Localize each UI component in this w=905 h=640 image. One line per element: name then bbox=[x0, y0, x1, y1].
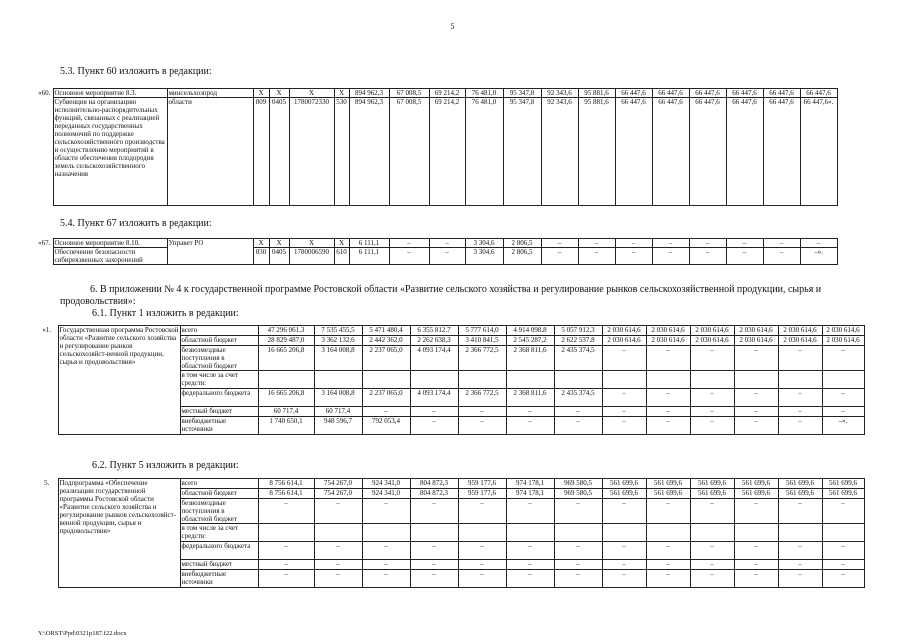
value-cell bbox=[506, 524, 554, 542]
value-cell bbox=[646, 524, 690, 542]
table-point-60 bbox=[36, 88, 874, 206]
value-cell: 2 806,5 bbox=[503, 248, 541, 265]
value-cell: – bbox=[763, 239, 800, 248]
value-cell: – bbox=[410, 417, 458, 435]
value-cell: – bbox=[554, 542, 602, 560]
value-cell: 5 471 480,4 bbox=[362, 326, 410, 336]
value-cell: – bbox=[314, 570, 362, 588]
value-cell: 66 447,6». bbox=[800, 98, 837, 206]
funding-source: всего bbox=[180, 479, 258, 489]
value-cell: – bbox=[258, 499, 314, 524]
value-cell: 561 699,6 bbox=[822, 489, 864, 499]
value-cell bbox=[410, 524, 458, 542]
value-cell bbox=[362, 524, 410, 542]
value-cell: 2 030 614,6 bbox=[734, 336, 778, 346]
value-cell bbox=[506, 371, 554, 389]
value-cell: 7 535 455,5 bbox=[314, 326, 362, 336]
value-cell: 67 008,5 bbox=[389, 98, 429, 206]
value-cell: – bbox=[690, 417, 734, 435]
value-cell: 561 699,6 bbox=[602, 489, 646, 499]
row-number: «67. bbox=[36, 239, 53, 265]
value-cell: – bbox=[822, 389, 864, 407]
value-cell: 969 580,5 bbox=[554, 479, 602, 489]
value-cell: – bbox=[646, 542, 690, 560]
value-cell: – bbox=[410, 560, 458, 570]
measure-title: Основное мероприятие 8.3. bbox=[53, 89, 167, 98]
value-cell bbox=[778, 371, 822, 389]
value-cell bbox=[778, 524, 822, 542]
value-cell bbox=[734, 371, 778, 389]
value-cell bbox=[258, 371, 314, 389]
value-cell: X bbox=[269, 89, 289, 98]
table-point-67 bbox=[36, 238, 874, 265]
value-cell: – bbox=[578, 248, 615, 265]
value-cell: – bbox=[458, 542, 506, 560]
value-cell: 4 914 098,8 bbox=[506, 326, 554, 336]
value-cell: – bbox=[778, 560, 822, 570]
value-cell: – bbox=[410, 542, 458, 560]
value-cell: – bbox=[726, 248, 763, 265]
value-cell: 2 030 614,6 bbox=[602, 336, 646, 346]
value-cell: – bbox=[506, 560, 554, 570]
value-cell: – bbox=[389, 239, 429, 248]
value-cell bbox=[458, 371, 506, 389]
value-cell: 1 740 650,1 bbox=[258, 417, 314, 435]
program-title: Подпрограмма «Обеспечение реализации государственной программы Ростовской области «Развитие сельского хозяйства и регулирование рынков сельскохозяйст-венной продукции, сырья и продовольствия» bbox=[58, 479, 180, 588]
value-cell: 1780072330 bbox=[289, 98, 334, 206]
value-cell bbox=[602, 371, 646, 389]
row-number: «1. bbox=[36, 326, 58, 435]
value-cell: 924 341,0 bbox=[362, 489, 410, 499]
value-cell: – bbox=[646, 346, 690, 371]
value-cell bbox=[554, 524, 602, 542]
value-cell: – bbox=[734, 417, 778, 435]
value-cell: – bbox=[554, 560, 602, 570]
value-cell: 76 481,0 bbox=[465, 89, 503, 98]
value-cell: 2 806,5 bbox=[503, 239, 541, 248]
value-cell: – bbox=[734, 542, 778, 560]
value-cell: – bbox=[646, 417, 690, 435]
value-cell: 69 214,2 bbox=[429, 98, 465, 206]
value-cell: 16 665 206,8 bbox=[258, 389, 314, 407]
value-cell: – bbox=[362, 542, 410, 560]
value-cell: 3 410 841,5 bbox=[458, 336, 506, 346]
value-cell: – bbox=[734, 560, 778, 570]
executor: минсельхозпрод bbox=[167, 89, 253, 98]
value-cell: 66 447,6 bbox=[689, 89, 726, 98]
value-cell: 3 304,6 bbox=[465, 239, 503, 248]
value-cell: – bbox=[389, 248, 429, 265]
value-cell: – bbox=[778, 389, 822, 407]
value-cell: – bbox=[778, 417, 822, 435]
value-cell: X bbox=[253, 239, 269, 248]
value-cell: 2 435 374,5 bbox=[554, 389, 602, 407]
value-cell: 2 442 362,0 bbox=[362, 336, 410, 346]
value-cell: – bbox=[541, 239, 578, 248]
table-row bbox=[36, 89, 874, 98]
page-number: 5 bbox=[450, 22, 455, 31]
value-cell: 6 355 812,7 bbox=[410, 326, 458, 336]
value-cell: 561 699,6 bbox=[690, 489, 734, 499]
value-cell: – bbox=[822, 542, 864, 560]
funding-source: внебюджетные источники bbox=[180, 417, 258, 435]
value-cell: – bbox=[554, 407, 602, 417]
value-cell: – bbox=[314, 560, 362, 570]
value-cell: – bbox=[458, 407, 506, 417]
value-cell: 974 178,1 bbox=[506, 489, 554, 499]
value-cell bbox=[258, 524, 314, 542]
funding-source: всего bbox=[180, 326, 258, 336]
value-cell: – bbox=[689, 248, 726, 265]
value-cell: – bbox=[800, 239, 837, 248]
value-cell: – bbox=[458, 570, 506, 588]
value-cell: 95 347,8 bbox=[503, 98, 541, 206]
value-cell: 2 030 614,6 bbox=[822, 326, 864, 336]
value-cell: – bbox=[602, 570, 646, 588]
funding-source: местный бюджет bbox=[180, 560, 258, 570]
funding-source: в том числе за счет средств: bbox=[180, 524, 258, 542]
value-cell: 76 481,0 bbox=[465, 98, 503, 206]
value-cell bbox=[314, 371, 362, 389]
value-cell: – bbox=[458, 417, 506, 435]
value-cell: 66 447,6 bbox=[689, 98, 726, 206]
value-cell: – bbox=[362, 407, 410, 417]
value-cell: – bbox=[646, 560, 690, 570]
value-cell: – bbox=[410, 570, 458, 588]
value-cell: –». bbox=[822, 417, 864, 435]
value-cell: 66 447,6 bbox=[652, 89, 689, 98]
value-cell: 16 665 206,8 bbox=[258, 346, 314, 371]
value-cell: 561 699,6 bbox=[602, 479, 646, 489]
value-cell: – bbox=[646, 407, 690, 417]
value-cell: X bbox=[289, 239, 334, 248]
value-cell: – bbox=[362, 499, 410, 524]
table-row bbox=[36, 248, 874, 265]
value-cell bbox=[690, 524, 734, 542]
value-cell: – bbox=[726, 239, 763, 248]
funding-source: областной бюджет bbox=[180, 336, 258, 346]
value-cell: 561 699,6 bbox=[690, 479, 734, 489]
value-cell: X bbox=[334, 89, 349, 98]
value-cell: 804 872,3 bbox=[410, 489, 458, 499]
value-cell: 69 214,2 bbox=[429, 89, 465, 98]
value-cell: 2 262 638,3 bbox=[410, 336, 458, 346]
funding-source: внебюджетные источники bbox=[180, 570, 258, 588]
value-cell: 948 596,7 bbox=[314, 417, 362, 435]
value-cell: – bbox=[734, 389, 778, 407]
value-cell: 561 699,6 bbox=[734, 479, 778, 489]
value-cell: – bbox=[778, 570, 822, 588]
program-title: Государственная программа Ростовской области «Развитие сельского хозяйства и регулирование рынков сельскохозяйст-венной продукции, сырья и продовольствия» bbox=[58, 326, 180, 435]
value-cell: – bbox=[602, 389, 646, 407]
value-cell: – bbox=[690, 560, 734, 570]
value-cell bbox=[646, 371, 690, 389]
value-cell: X bbox=[269, 239, 289, 248]
value-cell: 2 030 614,6 bbox=[690, 336, 734, 346]
value-cell: 66 447,6 bbox=[726, 89, 763, 98]
value-cell: – bbox=[615, 248, 652, 265]
value-cell: 2 030 614,6 bbox=[602, 326, 646, 336]
table-row bbox=[36, 98, 874, 206]
table-point-5 bbox=[36, 478, 865, 588]
value-cell: 830 bbox=[253, 248, 269, 265]
value-cell: 530 bbox=[334, 98, 349, 206]
value-cell: 2 030 614,6 bbox=[646, 326, 690, 336]
value-cell: 47 296 061,3 bbox=[258, 326, 314, 336]
value-cell: 60 717,4 bbox=[258, 407, 314, 417]
value-cell: 561 699,6 bbox=[646, 489, 690, 499]
value-cell: – bbox=[646, 570, 690, 588]
value-cell: – bbox=[410, 499, 458, 524]
value-cell: 92 343,6 bbox=[541, 98, 578, 206]
value-cell: – bbox=[258, 570, 314, 588]
value-cell: – bbox=[778, 542, 822, 560]
value-cell: 60 717,4 bbox=[314, 407, 362, 417]
value-cell: – bbox=[690, 542, 734, 560]
value-cell bbox=[822, 524, 864, 542]
value-cell: – bbox=[541, 248, 578, 265]
value-cell: – bbox=[602, 499, 646, 524]
value-cell: – bbox=[778, 346, 822, 371]
value-cell: 2 030 614,6 bbox=[734, 326, 778, 336]
value-cell: 2 030 614,6 bbox=[778, 336, 822, 346]
value-cell: – bbox=[602, 417, 646, 435]
value-cell: – bbox=[314, 499, 362, 524]
value-cell: 2 366 772,5 bbox=[458, 389, 506, 407]
value-cell: 6 111,1 bbox=[349, 248, 389, 265]
value-cell: – bbox=[734, 407, 778, 417]
value-cell: 2 622 537,8 bbox=[554, 336, 602, 346]
value-cell: 754 267,0 bbox=[314, 489, 362, 499]
funding-source: областной бюджет bbox=[180, 489, 258, 499]
value-cell: – bbox=[646, 389, 690, 407]
value-cell bbox=[314, 524, 362, 542]
value-cell: 95 881,6 bbox=[578, 98, 615, 206]
funding-source: местный бюджет bbox=[180, 407, 258, 417]
value-cell: – bbox=[690, 499, 734, 524]
measure-description: Субвенция на организацию исполнительно-распорядительных функций, связанных с реализацией переданных государственных полномочий по поддержке сельскохозяйственного производства и осуществлению мероприятий в области обеспечения плодородия земель сельскохозяйственного назначения bbox=[53, 98, 167, 206]
section-5-3-heading: 5.3. Пункт 60 изложить в редакции: bbox=[60, 66, 212, 77]
value-cell: – bbox=[822, 560, 864, 570]
value-cell: X bbox=[334, 239, 349, 248]
value-cell: 92 343,6 bbox=[541, 89, 578, 98]
funding-source: безвозмездные поступления в областной бюджет bbox=[180, 499, 258, 524]
value-cell: 2 030 614,6 bbox=[690, 326, 734, 336]
value-cell: – bbox=[429, 239, 465, 248]
value-cell: 66 447,6 bbox=[726, 98, 763, 206]
value-cell: 792 053,4 bbox=[362, 417, 410, 435]
value-cell: – bbox=[362, 570, 410, 588]
value-cell: 959 177,6 bbox=[458, 479, 506, 489]
funding-source: федерального бюджета bbox=[180, 542, 258, 560]
value-cell bbox=[362, 371, 410, 389]
value-cell: 6 111,1 bbox=[349, 239, 389, 248]
value-cell: 8 756 614,1 bbox=[258, 479, 314, 489]
section-6-paragraph: 6. В приложении № 4 к государственной программе Ростовской области «Развитие сельского хозяйства и регулирование рынков сельскохозяйственной продукции, сырья и продовольствия»: bbox=[60, 284, 822, 307]
value-cell: – bbox=[410, 407, 458, 417]
value-cell: – bbox=[822, 346, 864, 371]
section-5-4-heading: 5.4. Пункт 67 изложить в редакции: bbox=[60, 218, 212, 229]
value-cell: – bbox=[458, 560, 506, 570]
value-cell: – bbox=[554, 499, 602, 524]
value-cell: – bbox=[314, 542, 362, 560]
value-cell: 1780006590 bbox=[289, 248, 334, 265]
value-cell: 2 368 811,6 bbox=[506, 346, 554, 371]
value-cell: – bbox=[652, 248, 689, 265]
value-cell: 5 777 614,0 bbox=[458, 326, 506, 336]
value-cell: 2 030 614,6 bbox=[822, 336, 864, 346]
value-cell: 95 347,8 bbox=[503, 89, 541, 98]
value-cell: 754 267,0 bbox=[314, 479, 362, 489]
value-cell: 561 699,6 bbox=[778, 489, 822, 499]
value-cell: – bbox=[506, 407, 554, 417]
value-cell: 0405 bbox=[269, 98, 289, 206]
measure-description: Обеспечение безопасности сибиреязвенных захоронений bbox=[53, 248, 167, 265]
value-cell bbox=[690, 371, 734, 389]
value-cell: – bbox=[778, 499, 822, 524]
value-cell bbox=[410, 371, 458, 389]
value-cell: 66 447,6 bbox=[615, 89, 652, 98]
value-cell: – bbox=[734, 570, 778, 588]
value-cell: – bbox=[822, 570, 864, 588]
value-cell: – bbox=[506, 417, 554, 435]
value-cell: – bbox=[646, 499, 690, 524]
value-cell: – bbox=[458, 499, 506, 524]
value-cell: – bbox=[615, 239, 652, 248]
value-cell: 561 699,6 bbox=[734, 489, 778, 499]
value-cell: – bbox=[602, 542, 646, 560]
value-cell: 28 829 487,0 bbox=[258, 336, 314, 346]
value-cell: 561 699,6 bbox=[778, 479, 822, 489]
value-cell: – bbox=[506, 570, 554, 588]
executor-cont: области bbox=[167, 98, 253, 206]
value-cell: 4 093 174,4 bbox=[410, 389, 458, 407]
value-cell: 610 bbox=[334, 248, 349, 265]
value-cell: 3 362 132,6 bbox=[314, 336, 362, 346]
value-cell: – bbox=[763, 248, 800, 265]
value-cell: 66 447,6 bbox=[615, 98, 652, 206]
value-cell: – bbox=[689, 239, 726, 248]
value-cell: – bbox=[602, 407, 646, 417]
funding-source: в том числе за счет средств: bbox=[180, 371, 258, 389]
table-row bbox=[36, 479, 864, 489]
executor: Управет РО bbox=[167, 239, 253, 265]
value-cell: 561 699,6 bbox=[646, 479, 690, 489]
value-cell: 2 366 772,5 bbox=[458, 346, 506, 371]
value-cell: –». bbox=[800, 248, 837, 265]
table-row bbox=[36, 239, 874, 248]
value-cell: 3 164 008,8 bbox=[314, 346, 362, 371]
section-6-2-heading: 6.2. Пункт 5 изложить в редакции: bbox=[92, 460, 239, 471]
funding-source: безвозмездные поступления в областной бюджет bbox=[180, 346, 258, 371]
value-cell: 4 093 174,4 bbox=[410, 346, 458, 371]
value-cell: 924 341,0 bbox=[362, 479, 410, 489]
value-cell: – bbox=[734, 346, 778, 371]
value-cell: – bbox=[690, 346, 734, 371]
value-cell: – bbox=[258, 542, 314, 560]
value-cell: 2 237 065,0 bbox=[362, 389, 410, 407]
table-row bbox=[36, 326, 864, 336]
value-cell: – bbox=[734, 499, 778, 524]
value-cell: – bbox=[778, 407, 822, 417]
value-cell: – bbox=[822, 499, 864, 524]
value-cell: 2 368 811,6 bbox=[506, 389, 554, 407]
funding-source: федерального бюджета bbox=[180, 389, 258, 407]
value-cell: X bbox=[253, 89, 269, 98]
value-cell bbox=[602, 524, 646, 542]
value-cell: – bbox=[429, 248, 465, 265]
value-cell: 5 057 912,3 bbox=[554, 326, 602, 336]
row-number: 5. bbox=[36, 479, 58, 588]
value-cell: 67 008,5 bbox=[389, 89, 429, 98]
value-cell: 66 447,6 bbox=[800, 89, 837, 98]
value-cell: – bbox=[690, 389, 734, 407]
value-cell: 894 962,3 bbox=[349, 89, 389, 98]
value-cell: – bbox=[602, 560, 646, 570]
document-path: Y:\ORST\Ppd\0321p187.f22.docx bbox=[38, 630, 127, 637]
measure-title: Основное мероприятие 8.10. bbox=[53, 239, 167, 248]
value-cell: 8 756 614,1 bbox=[258, 489, 314, 499]
value-cell: 2 545 287,2 bbox=[506, 336, 554, 346]
value-cell: – bbox=[690, 407, 734, 417]
value-cell: – bbox=[554, 570, 602, 588]
section-6-1-heading: 6.1. Пункт 1 изложить в редакции: bbox=[92, 308, 239, 319]
value-cell: 66 447,6 bbox=[763, 98, 800, 206]
value-cell: – bbox=[506, 542, 554, 560]
value-cell: 3 304,6 bbox=[465, 248, 503, 265]
value-cell: 0405 bbox=[269, 248, 289, 265]
value-cell: 894 962,3 bbox=[349, 98, 389, 206]
value-cell: X bbox=[289, 89, 334, 98]
value-cell bbox=[458, 524, 506, 542]
value-cell: 2 237 065,0 bbox=[362, 346, 410, 371]
value-cell: 969 580,5 bbox=[554, 489, 602, 499]
value-cell bbox=[554, 371, 602, 389]
value-cell: 809 bbox=[253, 98, 269, 206]
value-cell: – bbox=[822, 407, 864, 417]
value-cell: – bbox=[506, 499, 554, 524]
value-cell: 2 030 614,6 bbox=[646, 336, 690, 346]
value-cell: 95 881,6 bbox=[578, 89, 615, 98]
value-cell: 959 177,6 bbox=[458, 489, 506, 499]
value-cell: – bbox=[578, 239, 615, 248]
value-cell: 2 435 374,5 bbox=[554, 346, 602, 371]
value-cell: – bbox=[258, 560, 314, 570]
value-cell: – bbox=[652, 239, 689, 248]
value-cell: – bbox=[602, 346, 646, 371]
table-point-1 bbox=[36, 325, 865, 435]
value-cell: 3 164 008,8 bbox=[314, 389, 362, 407]
value-cell: 974 178,1 bbox=[506, 479, 554, 489]
value-cell: – bbox=[690, 570, 734, 588]
value-cell: – bbox=[362, 560, 410, 570]
value-cell: 66 447,6 bbox=[763, 89, 800, 98]
value-cell bbox=[734, 524, 778, 542]
value-cell: 804 872,3 bbox=[410, 479, 458, 489]
row-number: «60. bbox=[36, 89, 53, 206]
value-cell: 561 699,6 bbox=[822, 479, 864, 489]
value-cell: 66 447,6 bbox=[652, 98, 689, 206]
value-cell bbox=[822, 371, 864, 389]
value-cell: 2 030 614,6 bbox=[778, 326, 822, 336]
value-cell: – bbox=[554, 417, 602, 435]
